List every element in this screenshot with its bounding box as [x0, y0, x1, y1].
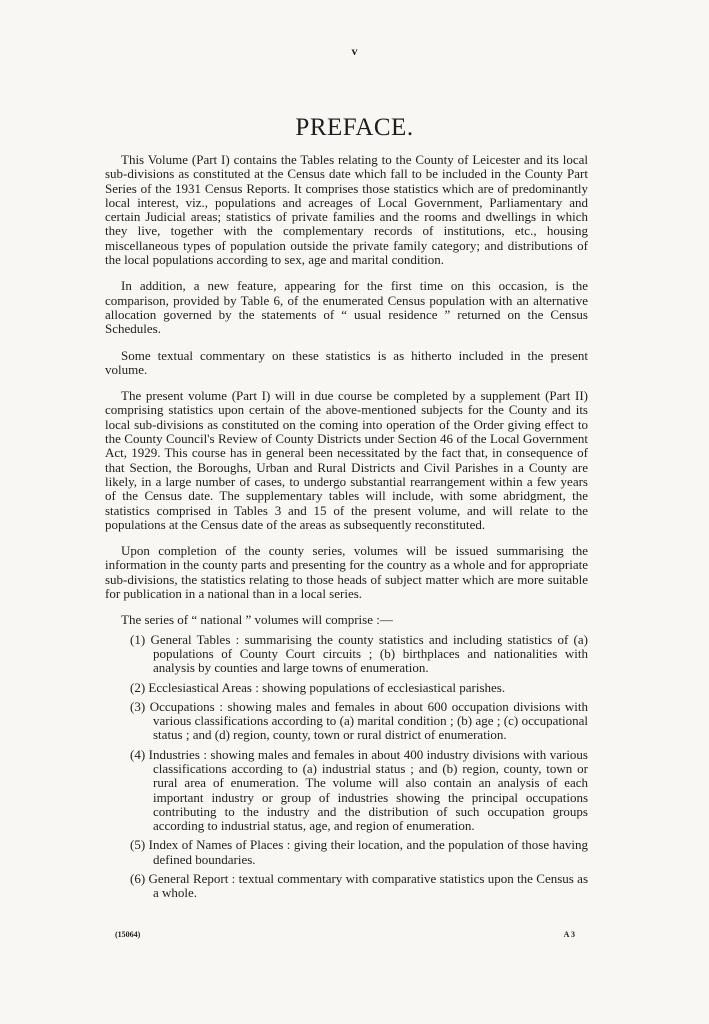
- preface-body: [105, 153, 588, 906]
- list-item: (1) General Tables : summarising the county statistics and including statistics of (a) populations of County Court circuits ; (b) birthplaces and nationalities with analysis by counties and large towns of enumeration.: [130, 631, 588, 676]
- list-item: (4) Industries : showing males and females in about 400 industry divisions with various classifications according to (a) industrial status ; and (b) region, county, town or rural area of enumeration. The volume will also contain an analysis of each important industry or group of industries showing the principal occupations contributing to the industry and the distribution of such occupation groups according to industrial status, age, and region of enumeration.: [130, 746, 588, 834]
- print-code: (15064): [115, 930, 141, 939]
- list-item: (6) General Report : textual commentary with comparative statistics upon the Census as a whole.: [130, 871, 588, 901]
- signature-mark: A 3: [563, 930, 575, 939]
- paragraph-commentary: Some textual commentary on these statistics is as hitherto included in the present volume.: [105, 347, 588, 377]
- list-item: (5) Index of Names of Places : giving their location, and the population of those having defined boundaries.: [130, 837, 588, 867]
- list-item: (2) Ecclesiastical Areas : showing populations of ecclesiastical parishes.: [130, 679, 506, 695]
- paragraph-usual-residence: In addition, a new feature, appearing for the first time on this occasion, is the comparison, provided by Table 6, of the enumerated Census population with an alternative allocation governed by the statements of “ usual residence ” returned on the Census Schedules.: [105, 278, 588, 337]
- paragraph-supplement: The present volume (Part I) will in due course be completed by a supplement (Part II) comprising statistics upon certain of the above-mentioned subjects for the County and its local sub-divisions as constituted on the coming into operation of the Order giving effect to the County Council's Review of County Districts under Section 46 of the Local Government Act, 1929. This course has in general been necessitated by the fact that, in consequence of that Section, the Boroughs, Urban and Rural Districts and Civil Parishes in a County are likely, in a large number of cases, to undergo substantial rearrangement within a few years of the Census date. The supplementary tables will include, with some abridgment, the statistics comprised in Tables 3 and 15 of the present volume, and will relate to the populations at the Census date of the areas as subsequently reconstituted.: [105, 388, 588, 532]
- page-title: PREFACE.: [295, 114, 414, 141]
- page-number: v: [351, 44, 358, 58]
- list-intro: The series of “ national ” volumes will comprise :—: [121, 612, 393, 628]
- paragraph-national-series: Upon completion of the county series, volumes will be issued summarising the information in the county parts and presenting for the country as a whole and for appropriate sub-divisions, the statistics relating to those heads of subject matter which are more suitable for publication in a national than in a local series.: [105, 543, 588, 602]
- paragraph-scope: This Volume (Part I) contains the Tables relating to the County of Leicester and its local sub-divisions as constituted at the Census date which fall to be included in the County Part Series of the 1931 Census Reports. It comprises those statistics which are of predominantly local interest, viz., populations and acreages of Local Government, Parliamentary and certain Judicial areas; statistics of private families and the rooms and dwellings in which they live, together with the complementary records of institutions, etc., housing miscellaneous types of population outside the private family category; and distributions of the local populations according to sex, age and marital condition.: [105, 152, 588, 268]
- volumes-list: [105, 633, 588, 901]
- list-item: (3) Occupations : showing males and females in about 600 occupation divisions with various classifications according to (a) marital condition ; (b) age ; (c) occupational status ; and (d) region, county, town or rural district of enumeration.: [130, 698, 588, 743]
